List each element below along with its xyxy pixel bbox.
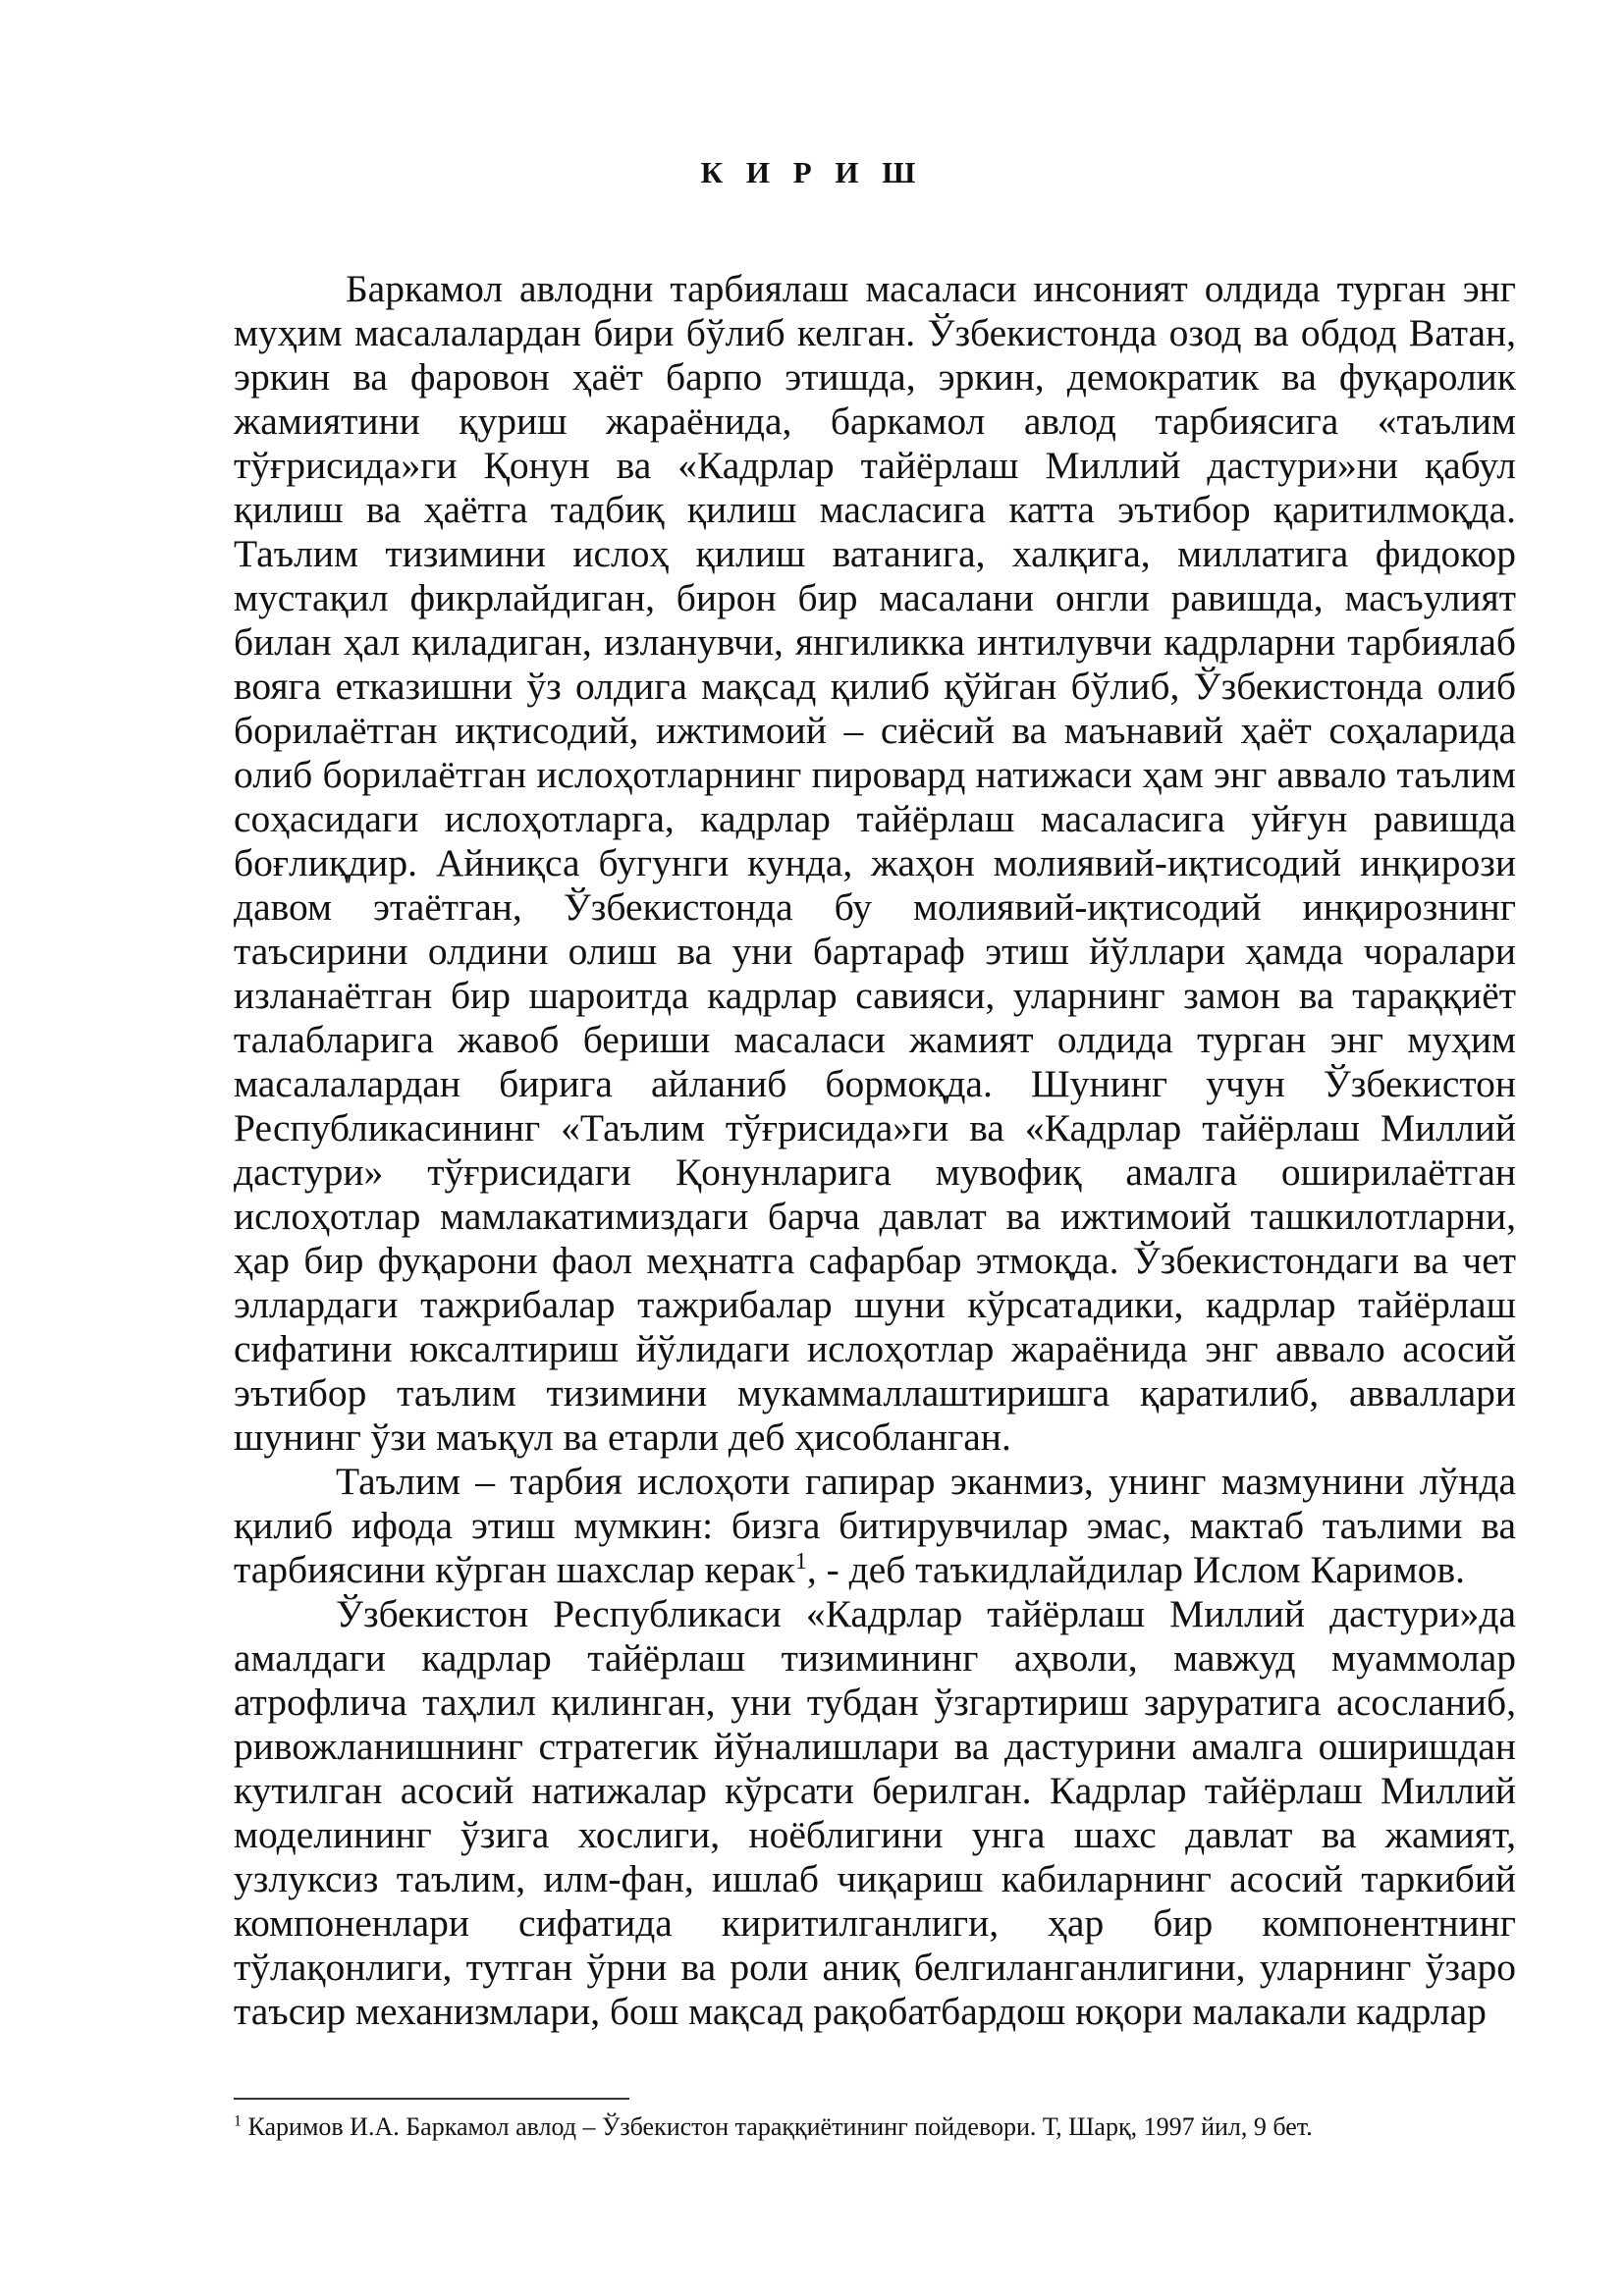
footnote-reference[interactable]: 1 xyxy=(794,1548,807,1575)
footnote-divider xyxy=(234,2098,629,2100)
page-heading: К И Р И Ш xyxy=(700,155,924,189)
body-text xyxy=(234,267,1516,2034)
paragraph-2-text: Таълим – тарбия ислоҳоти гапирар эканмиз, унинг мазмунини лўнда қилиб ифода этиш мумкин: бизга битирувчилар эмас, мактаб таълими ва тарбиясини кўрган шахслар керак xyxy=(234,1460,1516,1591)
footnote-text: Каримов И.А. Баркамол авлод – Ўзбекистон тараққиётининг пойдевори. Т, Шарқ, 1997 йил, 9 бет. xyxy=(242,2112,1313,2141)
footnote xyxy=(234,2110,1516,2144)
paragraph-2 xyxy=(234,1460,1516,1592)
paragraph-2-tail: , - деб таъкидлайдилар Ислом Каримов. xyxy=(806,1548,1466,1591)
paragraph-3: Ўзбекистон Республикаси «Кадрлар тайёрлаш Миллий дастури»да амалдаги кадрлар тайёрлаш тизимининг аҳволи, мавжуд муаммолар атрофлича таҳлил қилинган, уни тубдан ўзгартириш заруратига асосланиб, ривожланишнинг стратегик йўналишлари ва дастурини амалга оширишдан кутилган асосий натижалар кўрсати берилган. Кадрлар тайёрлаш Миллий моделининг ўзига хослиги, ноёблигини унга шахс давлат ва жамият, узлуксиз таълим, илм-фан, ишлаб чиқариш кабиларнинг асосий таркибий компоненлари сифатида киритилганлиги, ҳар бир компонентнинг тўлақонлиги, тутган ўрни ва роли аниқ белгиланганлигини, уларнинг ўзаро таъсир механизмлари, бош мақсад рақобатбардош юқори малакали кадрлар xyxy=(234,1592,1516,2033)
paragraph-1: Баркамол авлодни тарбиялаш масаласи инсоният олдида турган энг муҳим масалалардан бири бўлиб келган. Ўзбекистонда озод ва обдод Ватан, эркин ва фаровон ҳаёт барпо этишда, эркин, демократик ва фуқаролик жамиятини қуриш жараёнида, баркамол авлод тарбиясига «таълим тўғрисида»ги Қонун ва «Кадрлар тайёрлаш Миллий дастури»ни қабул қилиш ва ҳаётга тадбиқ қилиш масласига катта эътибор қаритилмоқда. Таълим тизимини ислоҳ қилиш ватанига, халқига, миллатига фидокор мустақил фикрлайдиган, бирон бир масалани онгли равишда, масъулият билан ҳал қиладиган, изланувчи, янгиликка интилувчи кадрларни тарбиялаб вояга етказишни ўз олдига мақсад қилиб қўйган бўлиб, Ўзбекистонда олиб борилаётган иқтисодий, ижтимоий – сиёсий ва маънавий ҳаёт соҳаларида олиб борилаётган ислоҳотларнинг пировард натижаси ҳам энг аввало таълим соҳасидаги ислоҳотларга, кадрлар тайёрлаш масаласига уйғун равишда боғлиқдир. Айниқса бугунги кунда, жаҳон молиявий-иқтисодий инқирози давом этаётган, Ўзбекистонда бу молиявий-иқтисодий инқирознинг таъсирини олдини олиш ва уни бартараф этиш йўллари ҳамда чоралари изланаётган бир шароитда кадрлар савияси, уларнинг замон ва тараққиёт талабларига жавоб бериши масаласи жамият олдида турган энг муҳим масалалардан бирига айланиб бормоқда. Шунинг учун Ўзбекистон Республикасининг «Таълим тўғрисида»ги ва «Кадрлар тайёрлаш Миллий дастури» тўғрисидаги Қонунларига мувофиқ амалга оширилаётган ислоҳотлар мамлакатимиздаги барча давлат ва ижтимоий ташкилотларни, ҳар бир фуқарони фаол меҳнатга сафарбар этмоқда. Ўзбекистондаги ва чет эллардаги тажрибалар тажрибалар шуни кўрсатадики, кадрлар тайёрлаш сифатини юксалтириш йўлидаги ислоҳотлар жараёнида энг аввало асосий эътибор таълим тизимини мукаммаллаштиришга қаратилиб, авваллари шунинг ўзи маъқул ва етарли деб ҳисобланган. xyxy=(234,267,1516,1459)
footnote-number: 1 xyxy=(234,2112,242,2130)
